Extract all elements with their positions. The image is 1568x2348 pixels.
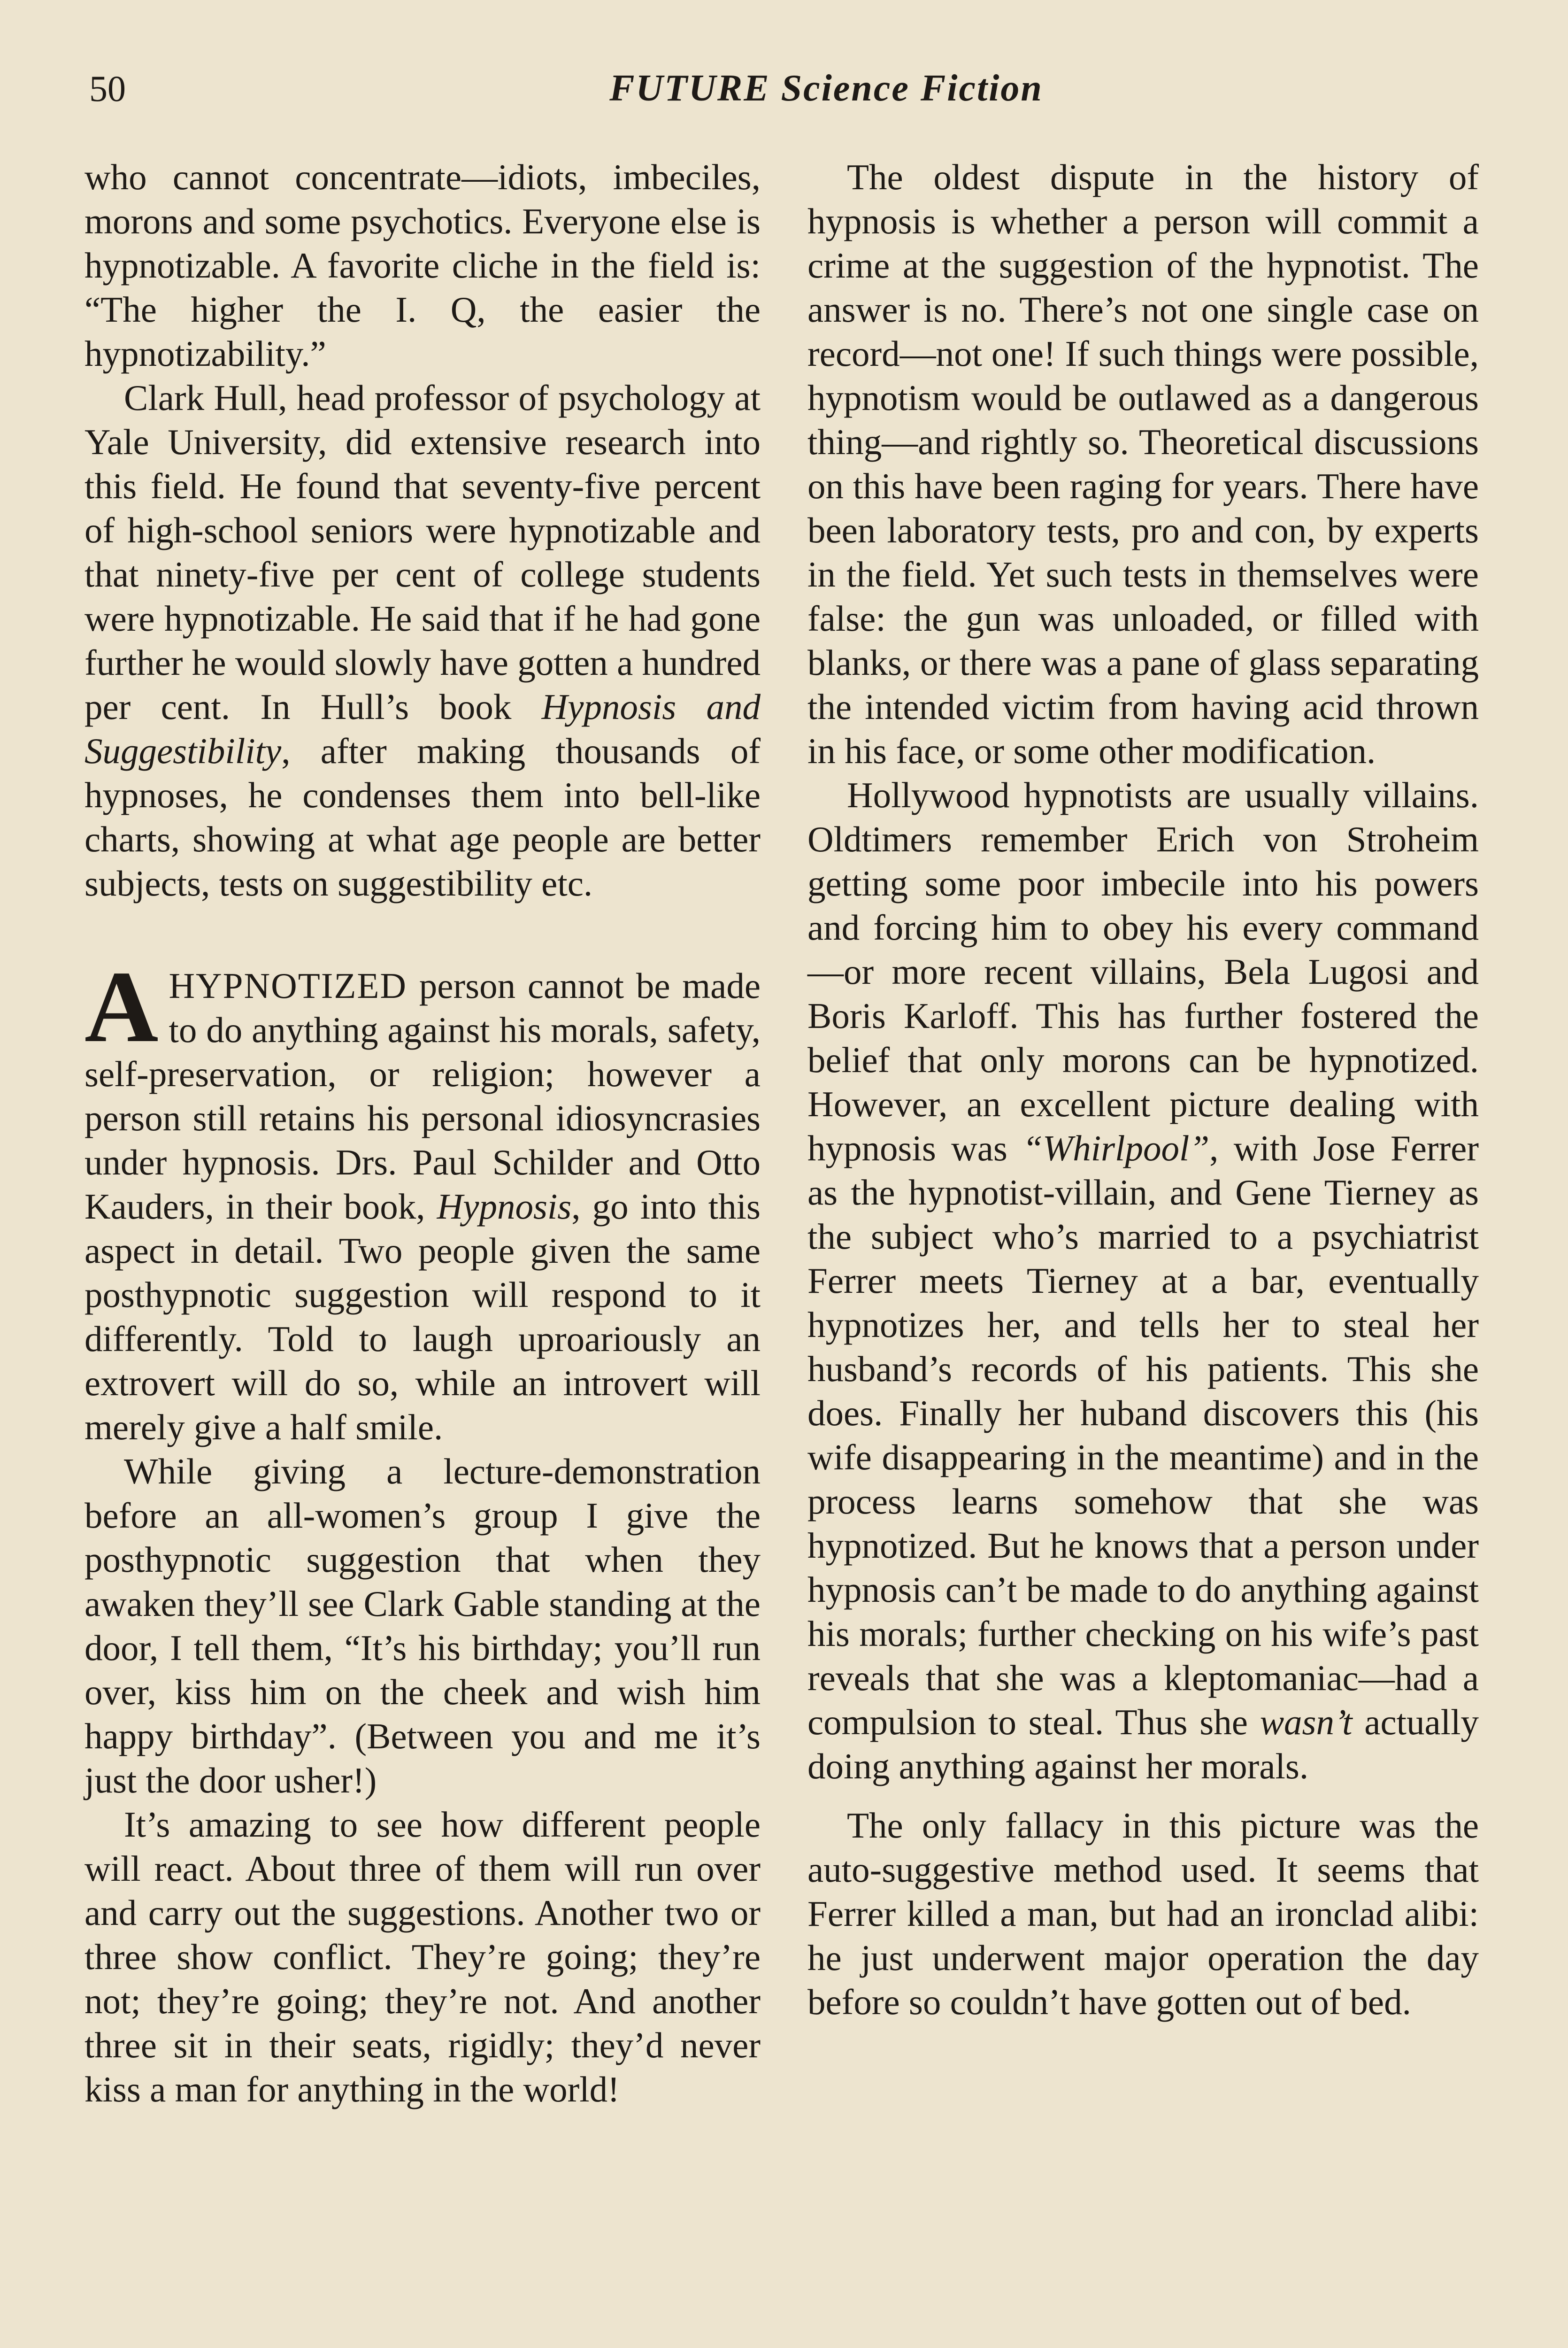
paragraph-text: , with Jose Ferrer as the hypnotist-villain, and Gene Tierney as the subject who’s married to a psychiatrist Ferrer meets Tierney at a bar, eventually hypnotizes her, and tells her to steal her husband’s records of his patients. This she does. Finally her huband discovers this (his wife disappearing in the meantime) and in the process learns somehow that she was hypnotized. But he knows that a person under hypnosis can’t be made to do anything against his morals; further checking on his wife’s past reveals that she was a kleptomaniac—had a compulsion to steal. Thus she [807,1128,1479,1742]
paragraph: The oldest dispute in the history of hypnosis is whether a person will commit a crime at the suggestion of the hypnotist. The answer is no. There’s not one single case on record—not one! If such things were possible, hypnotism would be outlawed as a dangerous thing—and rightly so. Theoretical discussions on this have been raging for years. There have been laboratory tests, pro and con, by experts in the field. Yet such tests in themselves were false: the gun was unloaded, or filled with blanks, or there was a pane of glass separating the intended victim from having acid thrown in his face, or some other modification. [807,157,1479,771]
paragraph-text: , go into this aspect in detail. Two people given the same posthypnotic suggestion will respond to it differently. Told to laugh uproariously an extrovert will do so, while an introvert will merely give a half smile. [85,1186,761,1447]
lead-in-caps: HYPNOTIZED [169,965,407,1006]
page-number: 50 [89,68,126,109]
book-title: Hypnosis and Suggestibility [85,687,761,771]
section-opening-paragraph [85,950,761,1449]
paragraph: It’s amazing to see how different people will react. About three of them will run over and carry out the suggestions. Another two or three show conflict. They’re going; they’re not; they’re going; they’re not. And another three sit in their seats, rigidly; they’d never kiss a man for anything in the world! [85,1804,761,2109]
paragraph-text: actually doing anything against her morals. [807,1702,1479,1786]
running-header: FUTURE Science Fiction [609,68,1043,109]
paragraph-text: Hollywood hypnotists are usually villains. Oldtimers remember Erich von Stroheim getting some poor imbecile into his powers and forcing him to obey his every command—or more recent villains, Bela Lugosi and Boris Karloff. This has further fostered the belief that only morons can be hypnotized. However, an excellent picture dealing with hypnosis was [807,775,1479,1168]
left-column [85,155,761,2111]
paragraph-text: Clark Hull, head professor of psychology at Yale University, did extensive research into this field. He found that seventy-five percent of high-school seniors were hypnotizable and that ninety-five per cent of college students were hypnotizable. He said that if he had gone further he would slowly have gotten a hundred per cent. In Hull’s book [85,378,761,727]
drop-cap: A [85,950,159,1064]
paragraph: who cannot concentrate—idiots, imbeciles, morons and some psychotics. Everyone else is hypnotizable. A favorite cliche in the field is: “The higher the I. Q, the easier the hypnotizability.” [85,157,761,374]
right-column [807,155,1479,2024]
paragraph [85,376,761,905]
book-title: Hypnosis [437,1186,572,1227]
paragraph-text: , after making thousands of hypnoses, he condenses them into bell-like charts, showing at what age people are better subjects, tests on suggestibility etc. [85,731,761,904]
paragraph: While giving a lecture-demonstration before an all-women’s group I give the posthypnotic suggestion that when they awaken they’ll see Clark Gable standing at the door, I tell them, “It’s his birthday; you’ll run over, kiss him on the cheek and wish him happy birthday”. (Between you and me it’s just the door usher!) [85,1451,761,1800]
paragraph: The only fallacy in this picture was the auto-suggestive method used. It seems that Ferrer killed a man, but had an ironclad alibi: he just underwent major operation the day before so couldn’t have gotten out of bed. [807,1805,1479,2022]
emphasis: wasn’t [1260,1702,1353,1742]
film-title: “Whirlpool” [1022,1128,1210,1168]
paragraph [807,773,1479,1788]
paragraph-text: person cannot be made to do anything against his morals, safety, self-preservation, or religion; however a person still retains his personal idiosyncrasies under hypnosis. Drs. Paul Schilder and Otto Kauders, in their book, [85,965,761,1227]
